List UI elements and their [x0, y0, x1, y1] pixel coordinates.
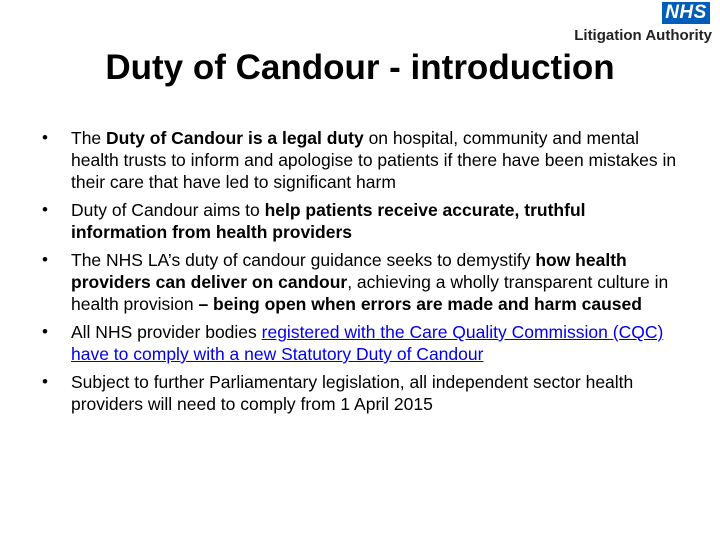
- bullet-item: [42, 321, 682, 365]
- bullet-item: [42, 199, 682, 243]
- bullet-dot-icon: •: [42, 322, 48, 341]
- cqc-registration-link[interactable]: registered with the Care Quality Commission (CQC) have to comply with a new Statutory Duty of Candour: [71, 322, 664, 364]
- nhs-badge: NHS: [662, 2, 710, 24]
- bullet-item: [42, 127, 682, 193]
- bullet-segment-bold: how health providers can deliver on candour: [71, 250, 627, 292]
- bullet-dot-icon: •: [42, 128, 48, 147]
- bullet-text: [71, 128, 676, 192]
- bullet-segment: The: [71, 128, 107, 148]
- bullet-item: [42, 249, 682, 315]
- bullet-dot-icon: •: [42, 200, 48, 219]
- bullet-segment-bold: help patients receive accurate, truthful information from health providers: [71, 200, 586, 242]
- bullet-text: [71, 250, 668, 314]
- slide-title: Duty of Candour - introduction: [105, 48, 615, 87]
- bullet-item: [42, 371, 682, 415]
- bullet-dot-icon: •: [42, 250, 48, 269]
- bullet-segment: , achieving a wholly transparent culture in health provision: [71, 272, 669, 314]
- bullet-segment: on hospital, community and mental health trusts to inform and apologise to patients if there have been mistakes in their care that have led to significant harm: [71, 128, 677, 192]
- bullet-text: [71, 322, 663, 364]
- bullet-list: [42, 127, 682, 421]
- bullet-segment: The NHS LA’s duty of candour guidance seeks to demystify: [71, 250, 536, 270]
- bullet-segment-bold: – being open when errors are made and harm caused: [198, 294, 642, 314]
- bullet-segment: Duty of Candour aims to: [71, 200, 265, 220]
- bullet-text: [71, 200, 586, 242]
- bullet-text: [71, 372, 633, 414]
- bullet-segment: All NHS provider bodies: [71, 322, 262, 342]
- logo-subtitle: Litigation Authority: [574, 27, 712, 44]
- bullet-segment: Subject to further Parliamentary legislation, all independent sector health providers will need to comply from 1 April 2015: [71, 372, 634, 414]
- bullet-segment-bold: Duty of Candour is a legal duty: [106, 128, 364, 148]
- bullet-dot-icon: •: [42, 372, 48, 391]
